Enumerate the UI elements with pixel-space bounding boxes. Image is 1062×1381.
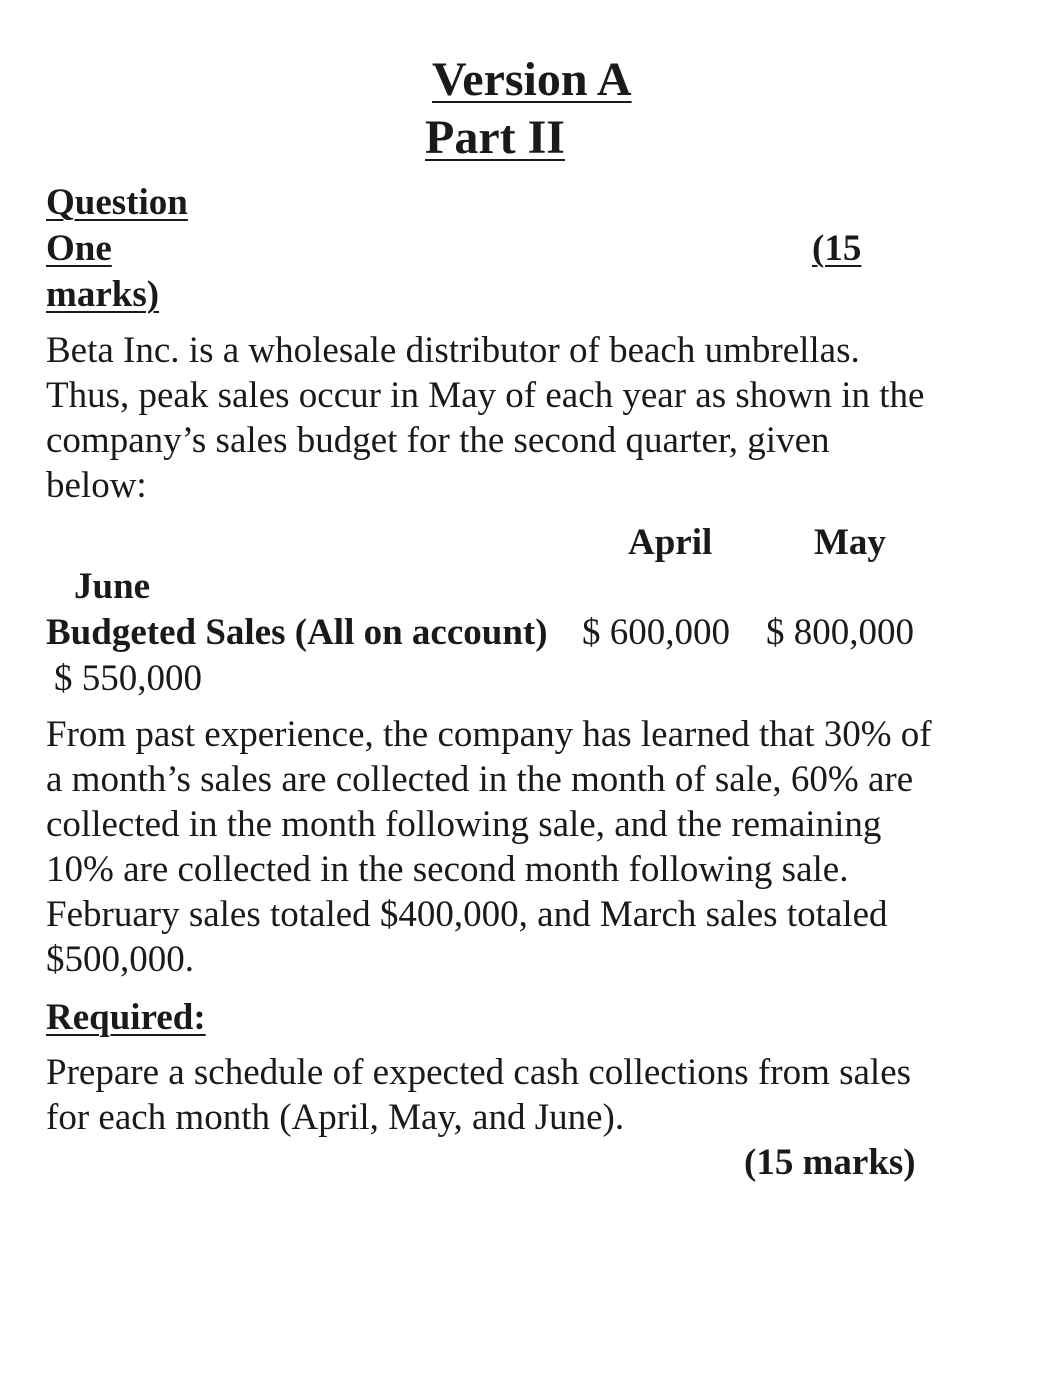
required-paragraph xyxy=(46,1050,1006,1140)
version-title: Version A xyxy=(432,53,632,106)
question-marks-close: marks) xyxy=(46,274,160,315)
budget-value-april: $ 600,000 xyxy=(582,612,730,653)
collection-paragraph xyxy=(46,712,1006,982)
budget-value-june: $ 550,000 xyxy=(54,658,202,699)
part-title: Part II xyxy=(425,111,565,164)
required-line: Prepare a schedule of expected cash collections from sales xyxy=(46,1052,912,1093)
intro-line: below: xyxy=(46,465,147,506)
collection-line: collected in the month following sale, and the remaining xyxy=(46,804,882,845)
month-header-april: April xyxy=(628,522,713,563)
month-header-may: May xyxy=(814,522,886,563)
collection-line: February sales totaled $400,000, and March sales totaled xyxy=(46,894,888,935)
question-number: One xyxy=(46,228,112,269)
intro-line: Beta Inc. is a wholesale distributor of beach umbrellas. xyxy=(46,330,860,371)
budget-value-may: $ 800,000 xyxy=(766,612,914,653)
collection-line: a month’s sales are collected in the month of sale, 60% are xyxy=(46,759,914,800)
budget-row-label: Budgeted Sales (All on account) xyxy=(46,612,548,653)
collection-line: $500,000. xyxy=(46,939,194,980)
required-heading: Required: xyxy=(46,997,206,1038)
question-label: Question xyxy=(46,182,188,223)
collection-line: 10% are collected in the second month following sale. xyxy=(46,849,849,890)
intro-line: Thus, peak sales occur in May of each year as shown in the xyxy=(46,375,925,416)
required-marks: (15 marks) xyxy=(744,1142,916,1183)
collection-line: From past experience, the company has learned that 30% of xyxy=(46,714,932,755)
month-header-june: June xyxy=(74,566,151,607)
question-marks-open: (15 xyxy=(812,228,862,269)
intro-line: company’s sales budget for the second quarter, given xyxy=(46,420,830,461)
intro-paragraph xyxy=(46,328,1006,508)
required-line: for each month (April, May, and June). xyxy=(46,1097,625,1138)
